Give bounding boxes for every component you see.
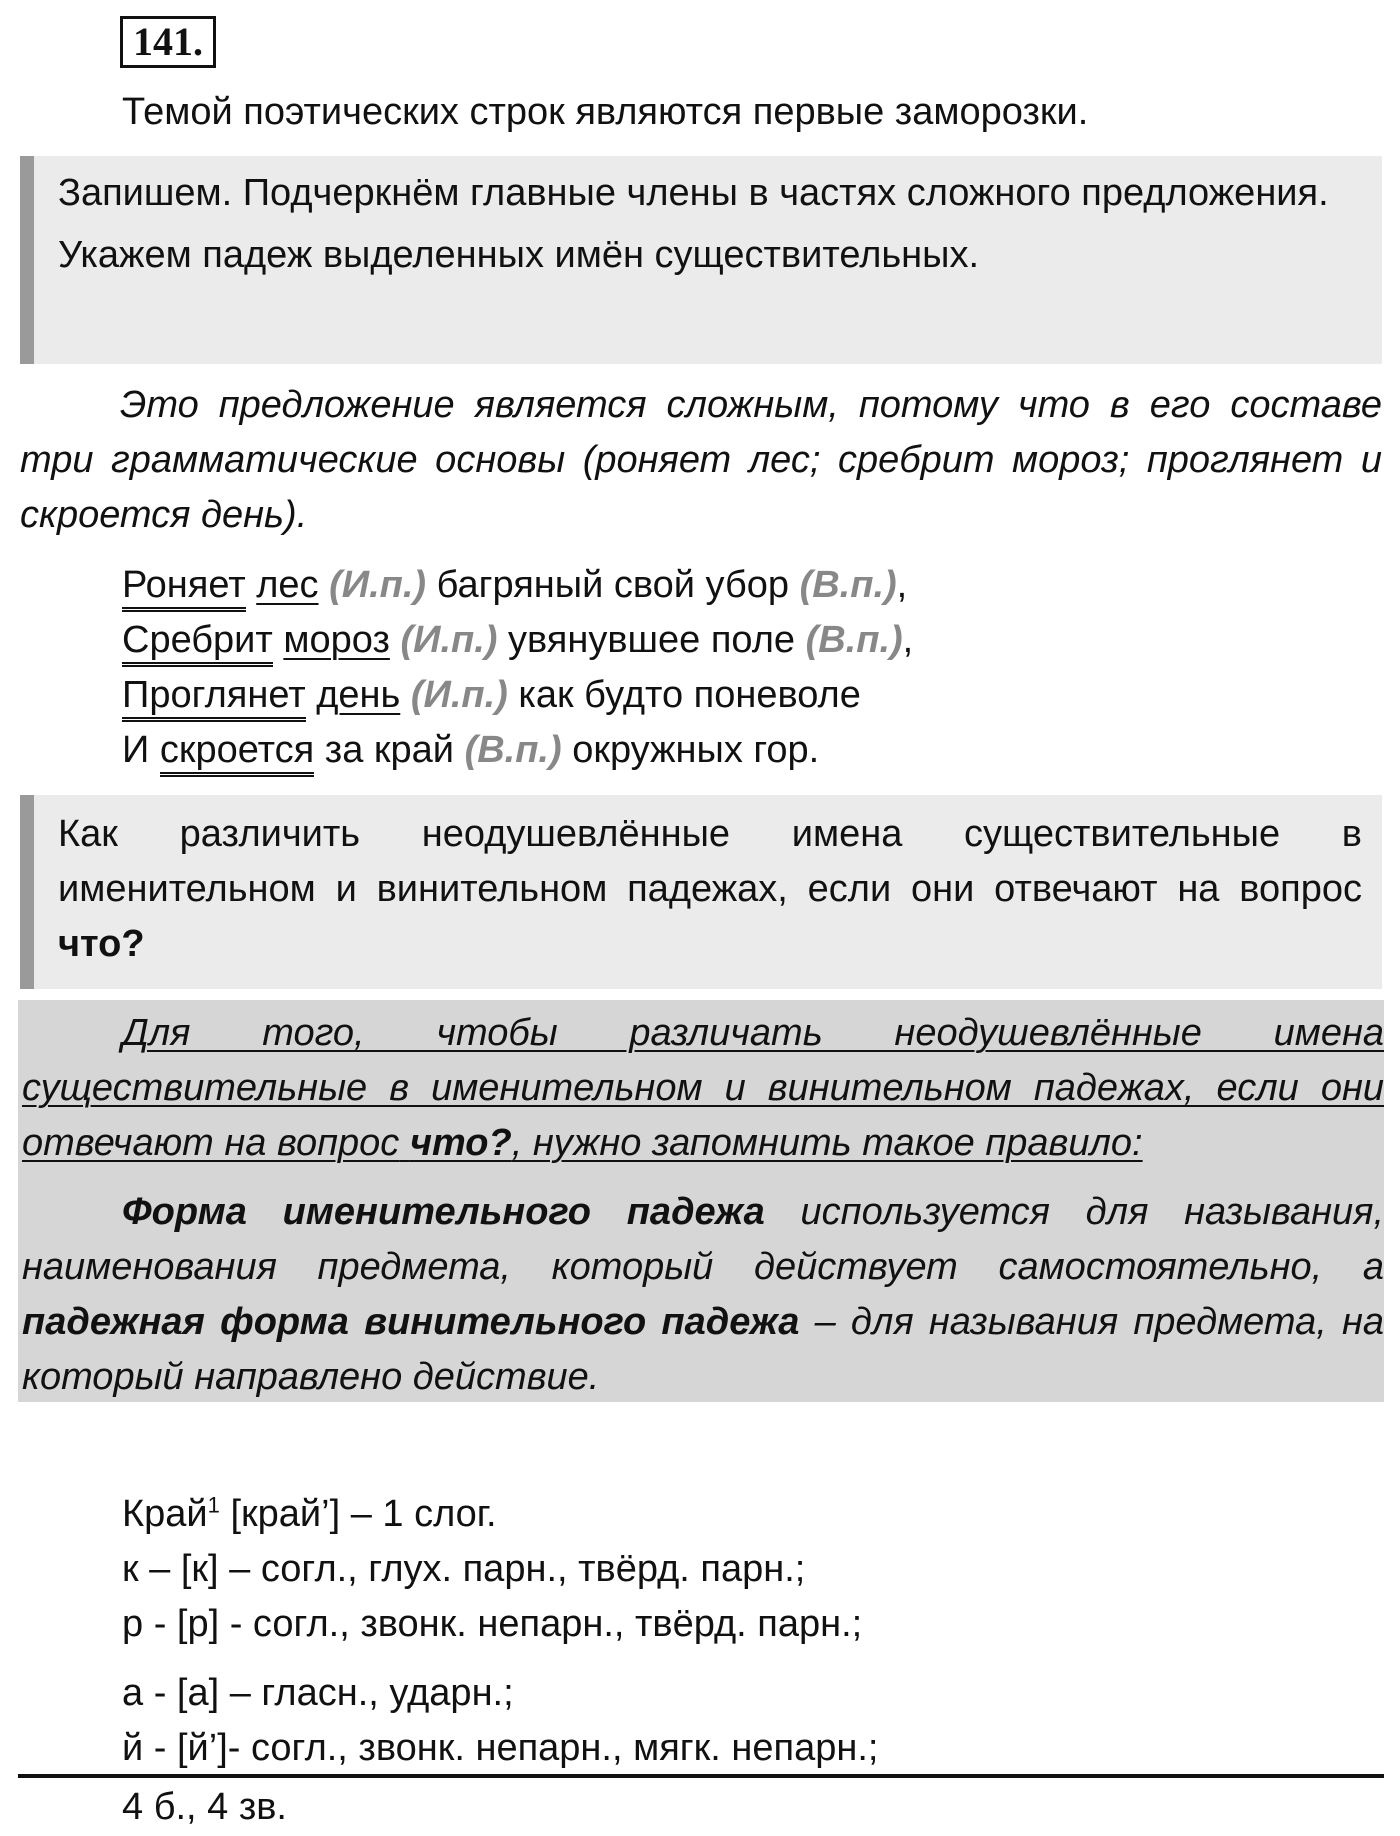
predicate: Проглянет — [122, 673, 306, 722]
case-label: (И.п.) — [329, 564, 427, 606]
case-label: (И.п.) — [400, 619, 498, 661]
theme-sentence: Темой поэтических строк являются первые заморозки. — [122, 91, 1089, 133]
task-2-text: Как различить неодушевлённые имена существительные в именительном и винительном падежах, если они отвечают на вопрос — [58, 813, 1362, 910]
case-label: (В.п.) — [799, 564, 897, 606]
poem-text: как будто поневоле — [518, 674, 861, 716]
rule-body — [22, 1185, 1384, 1405]
subject: мороз — [283, 619, 390, 661]
poem-text: увянувшее поле — [508, 619, 796, 661]
poem-text: за край — [324, 729, 454, 771]
case-label: (В.п.) — [464, 729, 562, 771]
exercise-number: 141. — [120, 16, 216, 68]
predicate: Сребрит — [122, 618, 273, 667]
subject: день — [316, 674, 401, 716]
task-2-bold: что? — [58, 923, 145, 965]
case-label: (И.п.) — [410, 674, 508, 716]
poem-punct: , — [896, 564, 908, 606]
phonetic-line: а - [а] – гласн., ударн.; — [122, 1672, 514, 1714]
phonetic-line: р - [р] - согл., звонк. непарн., твёрд. парн.; — [122, 1603, 863, 1645]
rule-term-1: Форма именительного падежа — [122, 1191, 765, 1233]
task-box-1 — [20, 156, 1382, 364]
task-box-2 — [20, 795, 1382, 989]
phonetic-line: й - [й’]- согл., звонк. непарн., мягк. непарн.; — [122, 1727, 879, 1769]
poem-line-4 — [122, 723, 913, 778]
rule-body-text: используется для называния, наименования предмета, который действует самостоятельно, а — [22, 1191, 1385, 1288]
case-label: (В.п.) — [805, 619, 903, 661]
poem-line-3 — [122, 668, 913, 723]
rule-intro-text: Для того, чтобы различать неодушевлённые имена существительные в именительном и винительном падежах, если они отвечают на вопрос — [22, 1012, 1384, 1164]
task-1-line-2: Укажем падеж выделенных имён существительных. — [58, 234, 980, 276]
poem-line-2 — [122, 613, 913, 668]
phonetic-total: 4 б., 4 зв. — [122, 1786, 287, 1828]
poem-text: И — [122, 729, 150, 771]
phonetic-sup: 1 — [207, 1492, 220, 1518]
rule-box — [18, 1000, 1384, 1402]
poem — [122, 558, 913, 778]
phonetic-transcription: [край’] – 1 слог. — [230, 1493, 497, 1535]
task-1-line-1: Запишем. Подчеркнём главные члены в частях сложного предложения. — [58, 172, 1329, 214]
predicate: Роняет — [122, 563, 246, 612]
rule-intro-bold: что? — [409, 1122, 512, 1164]
phonetic-header — [122, 1487, 878, 1542]
rule-intro-end: , нужно запомнить такое правило: — [511, 1122, 1143, 1164]
rule-intro — [22, 1006, 1384, 1171]
sentence-analysis: Это предложение является сложным, потому что в его составе три грамматические основы (роняет лес; сребрит мороз; проглянет и скроется день). — [20, 384, 1382, 536]
rule-term-2: падежная форма винительного падежа — [22, 1301, 800, 1343]
poem-text: багряный свой убор — [436, 564, 790, 606]
phonetic-analysis — [122, 1487, 878, 1776]
predicate: скроется — [160, 728, 314, 777]
phonetic-word: Край — [122, 1493, 208, 1535]
poem-line-1 — [122, 558, 913, 613]
poem-text: окружных гор. — [572, 729, 820, 771]
phonetic-line: к – [к] – согл., глух. парн., твёрд. парн.; — [122, 1548, 806, 1590]
subject: лес — [256, 564, 319, 606]
poem-punct: , — [902, 619, 914, 661]
rule-body-end: – для называния предмета, на который направлено действие. — [22, 1301, 1384, 1398]
task-2-question — [58, 807, 1362, 972]
divider-line — [18, 1774, 1384, 1778]
